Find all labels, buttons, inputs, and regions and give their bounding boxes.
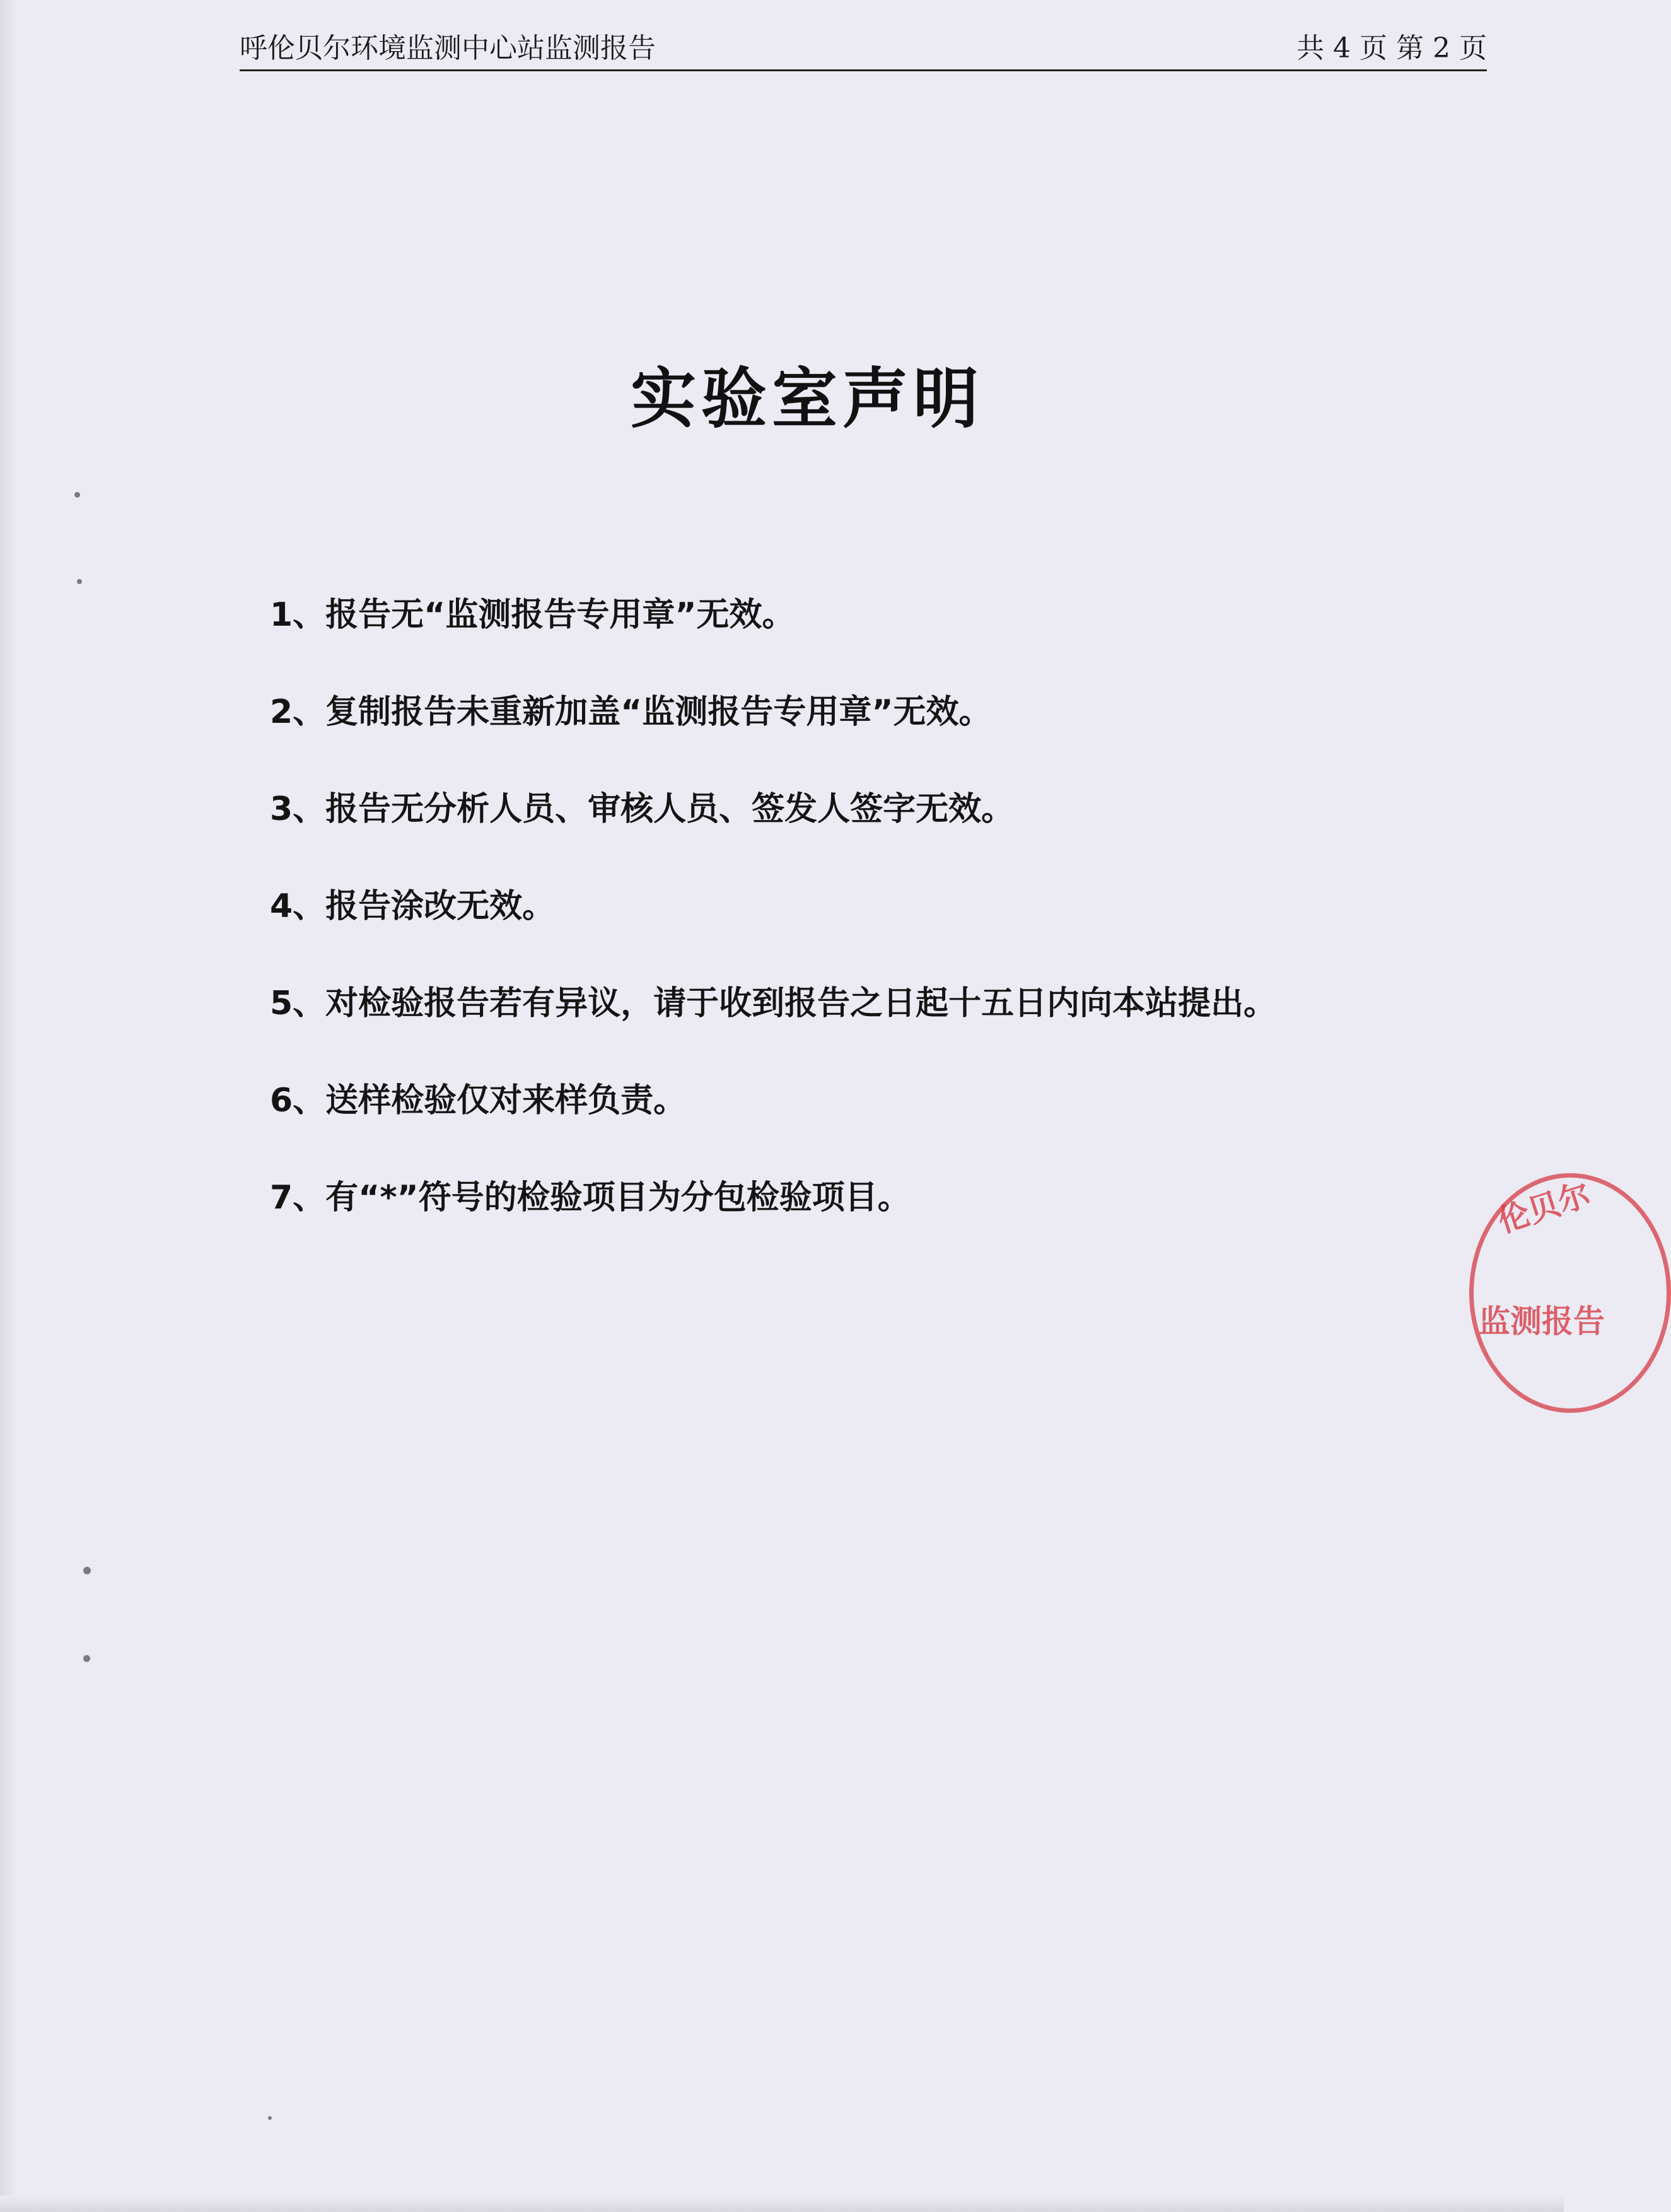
page-title: 实验室声明 (631, 360, 984, 437)
statement-item-5: 5、对检验报告若有异议，请于收到报告之日起十五日内向本站提出。 (270, 985, 1277, 1022)
scan-speck (77, 579, 82, 584)
scan-bottom-edge (0, 2196, 1564, 2212)
scan-speck (268, 2116, 272, 2120)
header-organization-report: 呼伦贝尔环境监测中心站监测报告 (240, 32, 656, 64)
seal-text-top: 伦贝尔 (1493, 1175, 1595, 1240)
header-page-number: 共 4 页 第 2 页 (1296, 32, 1487, 64)
page-header (240, 33, 1487, 71)
statement-item-6: 6、送样检验仅对来样负责。 (270, 1082, 687, 1120)
statement-item-3: 3、报告无分析人员、审核人员、签发人签字无效。 (270, 790, 1015, 828)
scan-left-edge (0, 0, 18, 2212)
statement-item-4: 4、报告涂改无效。 (270, 887, 556, 925)
seal-text-bottom: 监测报告 (1479, 1302, 1605, 1340)
scan-speck (83, 1567, 91, 1574)
statement-item-2: 2、复制报告未重新加盖“监测报告专用章”无效。 (270, 693, 992, 731)
scan-speck (74, 492, 80, 498)
statement-item-7: 7、有“*”符号的检验项目为分包检验项目。 (270, 1179, 911, 1217)
scan-speck (83, 1655, 90, 1662)
statement-list (270, 593, 1468, 1273)
statement-item-1: 1、报告无“监测报告专用章”无效。 (270, 596, 795, 634)
